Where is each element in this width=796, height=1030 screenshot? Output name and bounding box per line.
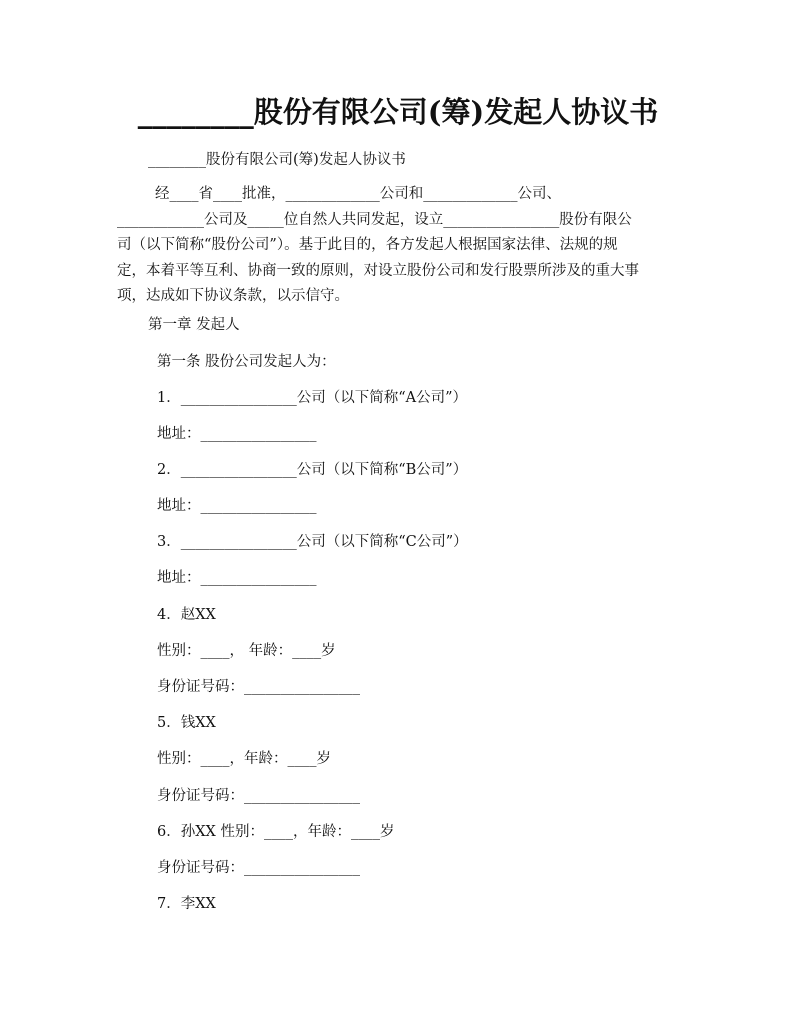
document-subtitle: ________股份有限公司(筹)发起人协议书: [148, 152, 406, 168]
list-item: 性别：____，年龄：____岁: [157, 751, 331, 767]
intro-line: 经____省____批准，_____________公司和_____________公司、: [155, 186, 561, 202]
list-item: 2．________________公司（以下简称“B公司”）: [157, 462, 468, 478]
chapter-heading: 第一章 发起人: [148, 317, 240, 333]
document-title: ________股份有限公司(筹)发起人协议书: [137, 95, 659, 129]
intro-paragraph: [117, 182, 681, 310]
list-item: 地址：________________: [157, 498, 317, 514]
list-item: 1．________________公司（以下简称“A公司”）: [157, 390, 468, 406]
article-heading: 第一条 股份公司发起人为：: [157, 354, 336, 370]
intro-line: 司（以下简称“股份公司”）。基于此目的，各方发起人根据国家法律、法规的规: [117, 237, 618, 253]
list-item: 6．孙XX 性别：____，年龄：____岁: [157, 824, 395, 840]
list-item: 7．李XX: [157, 896, 216, 912]
list-item: 3．________________公司（以下简称“C公司”）: [157, 534, 468, 550]
list-item: 身份证号码：________________: [157, 788, 360, 804]
intro-line: ____________公司及_____位自然人共同发起，设立________________股份有限公: [117, 211, 632, 228]
intro-line: 定，本着平等互利、协商一致的原则，对设立股份公司和发行股票所涉及的重大事: [117, 262, 639, 279]
list-item: 身份证号码：________________: [157, 860, 360, 876]
list-item: 5．钱XX: [157, 715, 216, 731]
list-item: 身份证号码：________________: [157, 679, 360, 695]
intro-line: 项，达成如下协议条款，以示信守。: [117, 288, 349, 304]
list-item: 4．赵XX: [157, 607, 216, 623]
list-item: 地址：________________: [157, 426, 317, 442]
list-item: 地址：________________: [157, 570, 317, 586]
list-item: 性别：____， 年龄：____岁: [157, 643, 336, 659]
